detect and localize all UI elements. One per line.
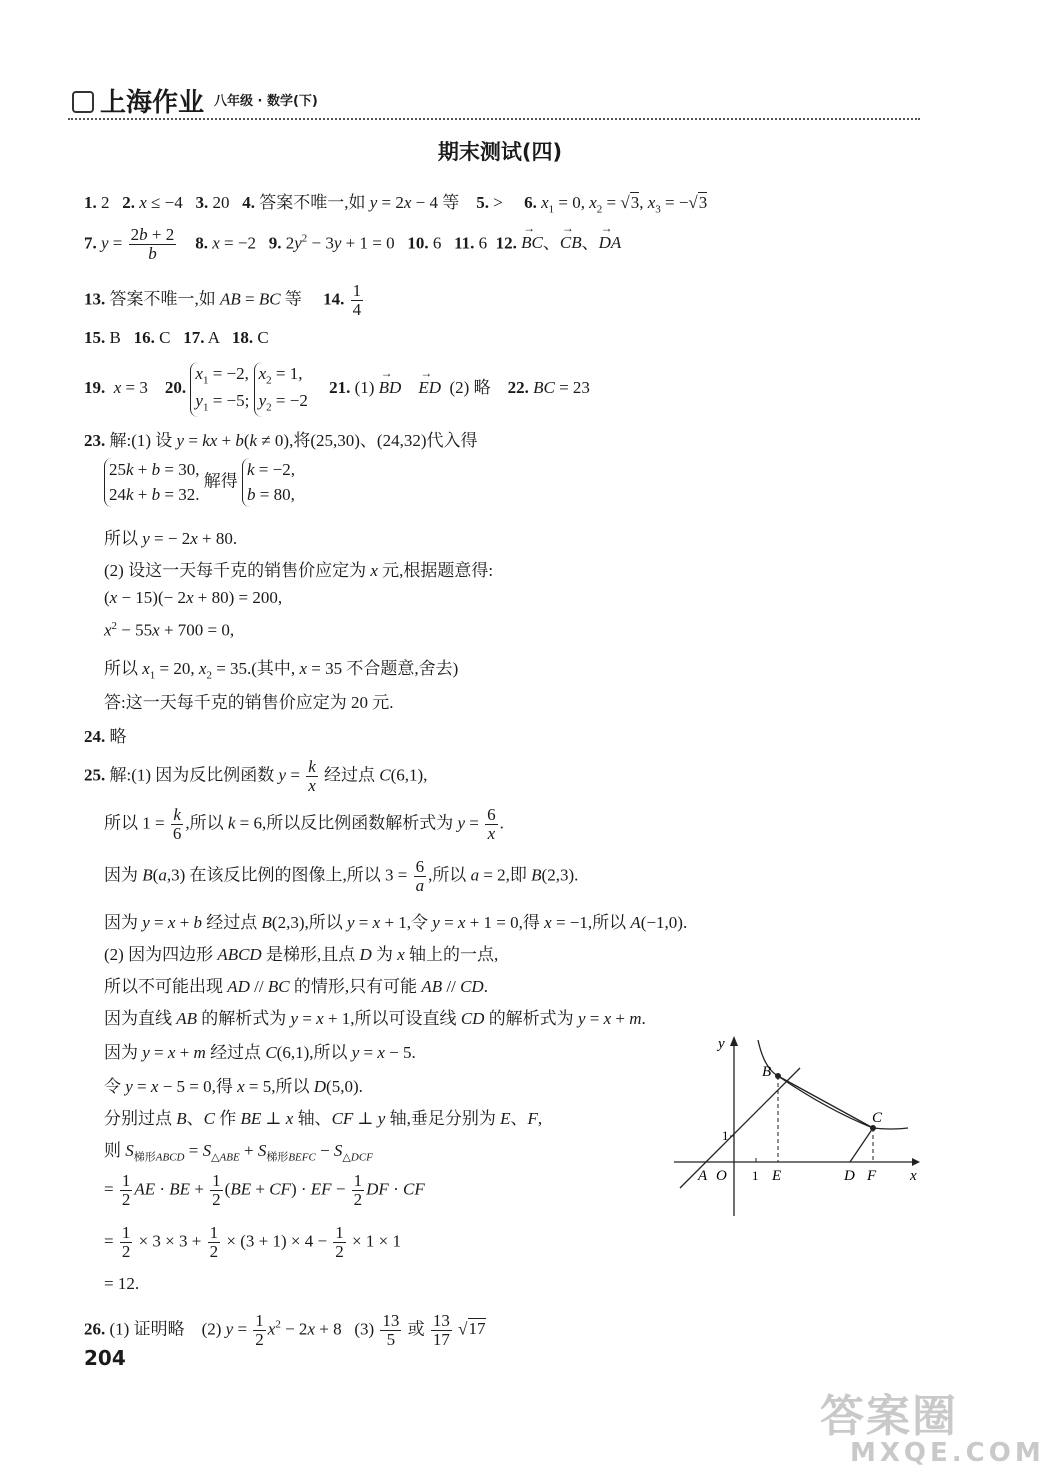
q23-line-1: 23. 解:(1) 设 y = kx + b(k ≠ 0),将(25,30)、(24,32)代入得 bbox=[84, 431, 478, 450]
q25-line-8: 因为 y = x + m 经过点 C(6,1),所以 y = x − 5. bbox=[104, 1043, 416, 1062]
coordinate-figure bbox=[668, 1030, 928, 1230]
series-name: 上海作业 bbox=[100, 88, 205, 118]
q23-line-6: $x^2 - 55x + 700 = 0$, bbox=[104, 620, 235, 640]
q23-line-2: 25k + b = 30, 24k + b = 32. 解得 k = −2, b = 80, bbox=[104, 458, 295, 507]
q25-line-1: 25. 解:(1) 因为反比例函数 y = $\frac{k}{x}$ 经过点 C(6,1), bbox=[84, 757, 428, 795]
answer-row-5: 19. x = 3 20. $x_1 = -2$, $y_1 = -5$; $x_2 = 1$, $y_2 = -2$ 21. (1) → BD → ED (2) 略 22. BC = 23 bbox=[84, 362, 590, 417]
page-number: 204 bbox=[84, 1346, 126, 1370]
label-c: C bbox=[872, 1110, 883, 1126]
watermark: 答案圈 bbox=[820, 1391, 958, 1442]
header-divider bbox=[68, 118, 920, 120]
header-grade: 八年级 · 数学(下) bbox=[214, 94, 318, 109]
segment-bc bbox=[778, 1076, 873, 1128]
page-title: 期末测试(四) bbox=[437, 140, 563, 164]
watermark-url: MXQE.COM bbox=[850, 1438, 1045, 1468]
label-one-x: 1 bbox=[752, 1168, 759, 1183]
label-x: x bbox=[910, 1168, 917, 1184]
label-a: A bbox=[698, 1168, 708, 1184]
point-b bbox=[775, 1073, 781, 1079]
q25-line-6: 所以不可能出现 AD // BC 的情形,只有可能 AB // CD. bbox=[104, 977, 488, 996]
label-e: E bbox=[772, 1168, 782, 1184]
label-y: y bbox=[718, 1036, 725, 1052]
label-b: B bbox=[762, 1064, 772, 1080]
q25-line-5: (2) 因为四边形 ABCD 是梯形,且点 D 为 x 轴上的一点, bbox=[104, 945, 499, 964]
q26: 26. (1) 证明略 (2) y = $\frac{1}{2}$ $x^2 - 2x + 8$ (3) $\frac{13}{5}$ 或 $\frac{13}{17}$ √17 bbox=[84, 1311, 486, 1349]
answer-row-3: 13. 答案不唯一,如 AB = BC 等 14. $\frac{1}{4}$ bbox=[84, 281, 362, 319]
x-axis-arrow-icon bbox=[912, 1158, 920, 1166]
label-d: D bbox=[844, 1168, 855, 1184]
header-series-logo bbox=[72, 82, 204, 119]
q25-line-4: 因为 y = x + b 经过点 B(2,3),所以 y = x + 1,令 y = x + 1 = 0,得 x = −1,所以 A(−1,0). bbox=[104, 913, 688, 932]
q23-line-7: 所以 $x_1 = 20$, $x_2 = 35$.(其中, x = 35 不合题意,舍去) bbox=[104, 659, 459, 682]
q25-line-3: 因为 B(a,3) 在该反比例的图像上,所以 3 = $\frac{6}{a}$ ,所以 a = 2,即 B(2,3). bbox=[104, 857, 579, 895]
q23-line-5: (x − 15)(− 2x + 80) = 200, bbox=[104, 588, 283, 607]
q23-line-3: 所以 y = − 2x + 80. bbox=[104, 529, 238, 548]
q25-line-2: 所以 1 = $\frac{k}{6}$ ,所以 k = 6,所以反比例函数解析式为 y = $\frac{6}{x}$ . bbox=[104, 805, 504, 843]
label-o: O bbox=[716, 1168, 727, 1184]
q25-line-9: 令 y = x − 5 = 0,得 x = 5,所以 D(5,0). bbox=[104, 1077, 363, 1096]
logo-box-icon bbox=[72, 91, 94, 113]
q25-line-13: = $\frac{1}{2}$ × 3 × 3 + $\frac{1}{2}$ × (3 + 1) × 4 − $\frac{1}{2}$ × 1 × 1 bbox=[104, 1223, 401, 1261]
q25-line-7: 因为直线 AB 的解析式为 y = x + 1,所以可设直线 CD 的解析式为 y = x + m. bbox=[104, 1009, 646, 1028]
answer-row-1: 1. 2 2. x ≤ −4 3. 20 4. 答案不唯一,如 y = 2x − 4 等 5. > 6. $x_1 = 0$, $x_2 = √3$, $x_3 = -√3$ bbox=[84, 193, 708, 216]
label-f: F bbox=[867, 1168, 877, 1184]
q25-line-12: = $\frac{1}{2}$ AE · BE + $\frac{1}{2}$ (BE + CF) · EF − $\frac{1}{2}$ DF · CF bbox=[104, 1171, 425, 1209]
y-axis-arrow-icon bbox=[730, 1036, 738, 1046]
answer-row-2: 7. y = $\frac{2b + 2}{b}$ 8. x = −2 9. $2y^2 - 3y + 1 = 0$ 10. 6 11. 6 12. → BC、→ CB、→ DA bbox=[84, 226, 621, 263]
q23-line-8: 答:这一天每千克的销售价应定为 20 元. bbox=[104, 693, 394, 712]
q25-line-10: 分别过点 B、C 作 BE ⊥ x 轴、CF ⊥ y 轴,垂足分别为 E、F, bbox=[104, 1109, 543, 1128]
q25-line-14: = 12. bbox=[104, 1274, 140, 1293]
label-one-y: 1 bbox=[722, 1128, 729, 1143]
answer-row-4: 15. B 16. C 17. A 18. C bbox=[84, 328, 269, 347]
q23-line-4: (2) 设这一天每千克的销售价应定为 x 元,根据题意得: bbox=[104, 561, 494, 580]
segment-cd bbox=[850, 1128, 873, 1162]
hyperbola-curve bbox=[758, 1040, 908, 1129]
q24: 24. 略 bbox=[84, 727, 127, 746]
q25-line-11: 则 $S_{梯形ABCD} = S_{\triangle ABE} + S_{梯形BEFC} - S_{\triangle DCF}$ bbox=[104, 1141, 373, 1164]
